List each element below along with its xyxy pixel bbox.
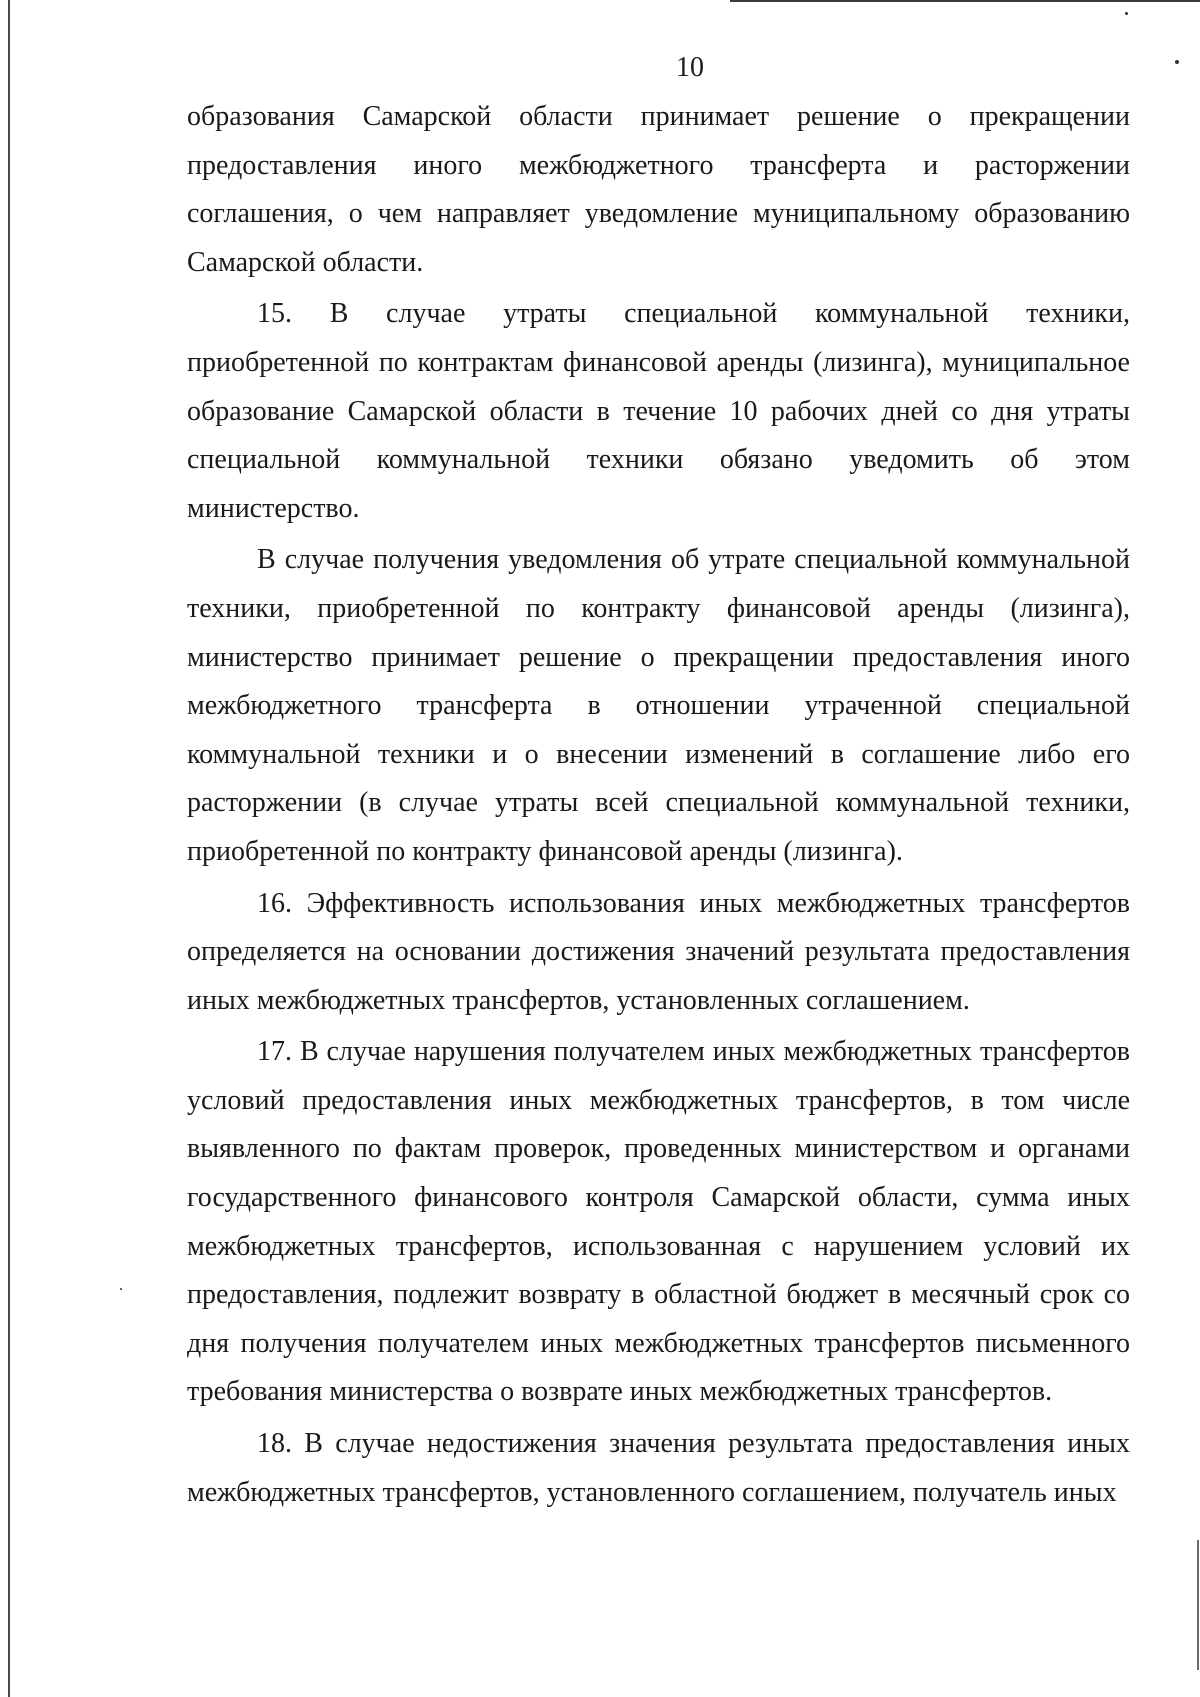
paragraph-16: 16. Эффективность использования иных межбюджетных трансфертов определяется на основании достижения значений результата предоставления иных межбюджетных трансфертов, установленных соглашением.	[187, 887, 1130, 1016]
paragraph-15: 15. В случае утраты специальной коммунальной техники, приобретенной по контрактам финансовой аренды (лизинга), муниципальное образование Самарской области в течение 10 рабочих дней со дня утраты специальной коммунальной техники обязано уведомить об этом министерство.	[187, 298, 1130, 524]
scan-edge-top	[730, 0, 1200, 2]
paragraph-continuation: образования Самарской области принимает решение о прекращении предоставления иного межбюджетного трансферта и расторжении соглашения, о чем направляет уведомление муниципальному образованию Самарской области.	[187, 101, 1130, 278]
paragraph-18: 18. В случае недостижения значения результата предоставления иных межбюджетных трансфертов, установленного соглашением, получатель иных	[187, 1428, 1130, 1508]
scan-speck	[120, 1288, 122, 1290]
scan-edge-left	[8, 0, 10, 1697]
page-number: 10	[676, 52, 704, 83]
scan-edge-right	[1197, 1540, 1199, 1670]
paragraph-17: 17. В случае нарушения получателем иных межбюджетных трансфертов условий предоставления иных межбюджетных трансфертов, в том числе выявленного по фактам проверок, проведенных министерством и органами государственного финансового контроля Самарской области, сумма иных межбюджетных трансфертов, использованная с нарушением условий их предоставления, подлежит возврату в областной бюджет в месячный срок со дня получения получателем иных межбюджетных трансфертов письменного требования министерства о возврате иных межбюджетных трансфертов.	[187, 1036, 1130, 1408]
scan-speck	[1125, 12, 1128, 15]
paragraph-15-notice: В случае получения уведомления об утрате специальной коммунальной техники, приобретенной по контракту финансовой аренды (лизинга), министерство принимает решение о прекращении предоставления иного межбюджетного трансферта в отношении утраченной специальной коммунальной техники и о внесении изменений в соглашение либо его расторжении (в случае утраты всей специальной коммунальной техники, приобретенной по контракту финансовой аренды (лизинга).	[187, 544, 1130, 867]
document-body	[187, 93, 1130, 1520]
